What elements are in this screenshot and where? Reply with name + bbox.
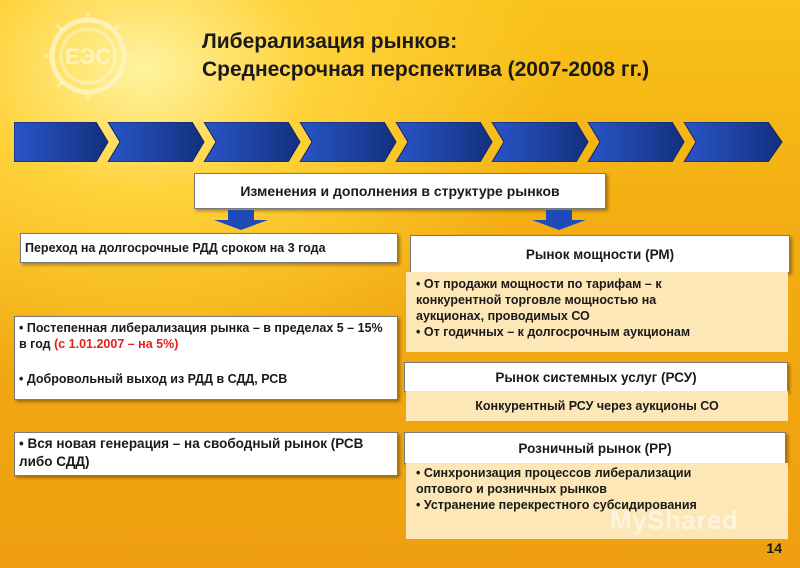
liberalization-bullet-2: • Добровольный выход из РДД в СДД, РСВ	[19, 372, 288, 386]
slide-title	[202, 28, 649, 84]
rdd-transition-box	[20, 233, 398, 263]
down-arrow-right-icon	[532, 210, 586, 230]
retail-market-header: Розничный рынок (РР)	[404, 432, 786, 464]
liberalization-date-highlight: (с 1.01.2007 – на 5%)	[54, 337, 179, 351]
timeline-arrows	[14, 122, 784, 162]
system-services-header: Рынок системных услуг (РСУ)	[404, 362, 788, 392]
arrow-chevron	[108, 122, 204, 162]
retail-market-item: • Синхронизация процессов либерализации оптового и розничных рынков	[416, 466, 692, 496]
liberalization-bullet-1: • Постепенная либерализация рынка – в пределах 5 – 15% в год (с 1.01.2007 – на 5%)	[19, 321, 383, 351]
liberalization-box	[14, 316, 398, 400]
rdd-transition-text: Переход на долгосрочные РДД сроком на 3 года	[25, 241, 326, 255]
capacity-market-details	[406, 272, 788, 352]
title-line-2: Среднесрочная перспектива (2007-2008 гг.)	[202, 58, 650, 81]
arrow-chevron	[492, 122, 588, 162]
capacity-market-item: • От годичных – к долгосрочным аукционам	[416, 325, 691, 339]
arrow-chevron	[300, 122, 396, 162]
rao-ees-logo-icon	[28, 10, 148, 130]
arrow-chevron	[588, 122, 684, 162]
arrow-chevron	[396, 122, 492, 162]
capacity-market-item: • От продажи мощности по тарифам – к конкурентной торговле мощностью на аукционах, проводимых СО	[416, 277, 662, 323]
structure-changes-header: Изменения и дополнения в структуре рынков	[194, 173, 606, 209]
title-line-1: Либерализация рынков:	[202, 30, 458, 53]
arrow-chevron	[14, 122, 108, 162]
down-arrow-left-icon	[214, 210, 268, 230]
watermark: MyShared	[610, 505, 739, 535]
retail-market-item: • Устранение перекрестного субсидирования	[416, 498, 697, 512]
logo-text: ЕЭС	[64, 44, 112, 69]
arrow-chevron	[684, 122, 782, 162]
capacity-market-header: Рынок мощности (РМ)	[410, 235, 790, 273]
new-generation-box	[14, 432, 398, 476]
new-generation-text: • Вся новая генерация – на свободный рынок (РСВ либо СДД)	[19, 436, 364, 469]
page-number: 14	[766, 540, 782, 556]
arrow-chevron	[204, 122, 300, 162]
system-services-details: Конкурентный РСУ через аукционы СО	[406, 391, 788, 421]
